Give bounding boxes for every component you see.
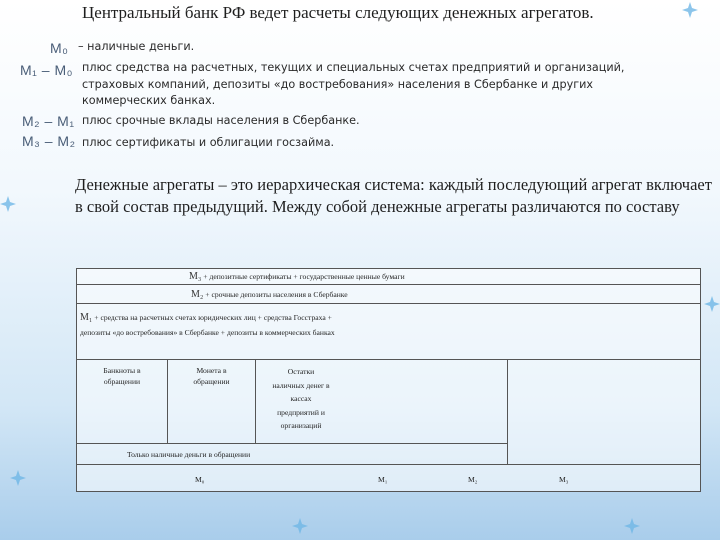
divider-cells	[77, 443, 507, 444]
bottom-label-m3: M₃	[559, 475, 569, 484]
bottom-label-m1: M₁	[378, 475, 388, 484]
cell-cash-balances	[256, 365, 346, 433]
cell-coins	[168, 365, 255, 387]
cash-only-label: Только наличные деньги в обращении	[127, 450, 251, 459]
slide-title: Центральный банк РФ ведет расчеты следующих денежных агрегатов.	[82, 3, 594, 22]
divider-m1	[77, 359, 700, 360]
cell-cash-l2: наличных денег в	[272, 380, 330, 390]
cell-cash-l4: предприятий и	[277, 407, 325, 417]
diagram-m1-row	[80, 312, 332, 323]
diagram-m1-symbol: M₁	[80, 312, 93, 323]
star-icon	[10, 470, 26, 486]
star-icon	[704, 296, 720, 312]
cell-banknotes	[77, 365, 167, 387]
star-icon	[292, 518, 308, 534]
star-icon	[624, 518, 640, 534]
bottom-label-m0: M₀	[195, 475, 205, 484]
vline-m1-boundary	[507, 359, 508, 464]
diagram-m2-row	[191, 289, 348, 300]
divider-cash	[77, 464, 700, 465]
diagram-m1-line1: + средства на расчетных счетах юридических лиц + средства Госстраха +	[94, 313, 332, 322]
aggregates-diagram	[76, 268, 701, 492]
aggregate-definition-m1: плюс средства на расчетных, текущих и специальных счетах предприятий и организаций, страховых компаний, депозиты «до востребования» населения в Сбербанке и других коммерческих банках.	[82, 61, 625, 107]
cell-cash-l1: Остатки	[287, 367, 315, 376]
cell-banknotes-l2: обращении	[103, 377, 141, 386]
cell-coins-l2: обращении	[193, 377, 230, 386]
aggregate-definition-m0: – наличные деньги.	[78, 40, 195, 53]
cell-cash-l5: организаций	[280, 421, 322, 430]
cell-coins-l1: Монета в	[196, 366, 227, 375]
aggregate-definition-m2: плюс срочные вклады населения в Сбербанке.	[82, 114, 360, 127]
diagram-m3-row	[189, 271, 405, 282]
bottom-label-m2: M₂	[468, 475, 478, 484]
cell-cash-l3: кассах	[290, 394, 312, 403]
hierarchy-paragraph: Денежные агрегаты – это иерархическая система: каждый последующий агрегат включает в свой состав предыдущий. Между собой денежные агрегаты различаются по составу	[75, 175, 712, 216]
diagram-m2-text: + срочные депозиты населения в Сбербанке	[205, 290, 348, 299]
diagram-m1-line2: депозиты «до востребования» в Сбербанке + депозиты в коммерческих банках	[80, 328, 335, 337]
cell-banknotes-l1: Банкноты в	[103, 366, 141, 375]
diagram-m3-symbol: M₃	[189, 271, 202, 282]
aggregate-symbol-m1: M₁ – M₀	[20, 62, 73, 78]
aggregate-definition-m3: плюс сертификаты и облигации госзайма.	[82, 136, 335, 149]
divider-m3	[77, 284, 700, 285]
aggregate-symbol-m2: M₂ – M₁	[22, 113, 75, 129]
divider-m2	[77, 303, 700, 304]
star-icon	[0, 196, 16, 212]
diagram-m3-text: + депозитные сертификаты + государственные ценные бумаги	[203, 272, 405, 281]
aggregate-symbol-m3: M₃ – M₂	[22, 133, 76, 149]
diagram-m2-symbol: M₂	[191, 289, 204, 300]
aggregate-symbol-m0: M₀	[50, 40, 69, 56]
